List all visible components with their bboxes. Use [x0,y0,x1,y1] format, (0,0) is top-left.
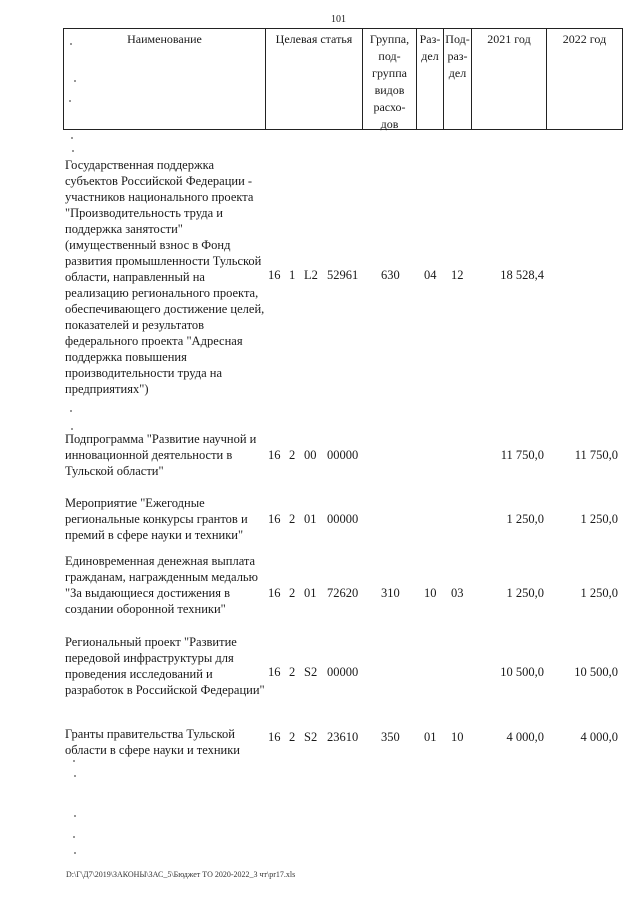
scan-speck [73,760,75,762]
target-code-part: 16 [268,512,281,526]
target-code-part: 01 [304,586,317,600]
target-code-part: 52961 [327,268,359,282]
subsection: 12 [451,268,464,282]
scan-speck [70,410,72,412]
target-code-part: 00000 [327,512,359,526]
subsection: 03 [451,586,464,600]
header-2021: 2021 год [487,32,531,46]
target-code-part: L2 [304,268,318,282]
amount-2021: 1 250,0 [506,586,544,600]
scan-speck [74,80,76,82]
header-bottom-border [63,129,623,130]
target-code-part: 1 [289,268,296,282]
target-code-part: 00000 [327,448,359,462]
target-code-part: 16 [268,665,281,679]
amount-2021: 18 528,4 [500,268,544,282]
header-section: Раз- дел [419,32,441,63]
target-code-part: 00 [304,448,317,462]
section: 01 [424,730,437,744]
amount-2022: 4 000,0 [580,730,618,744]
row-name: Государственная поддержка субъектов Российской Федерации - участников национального проекта "Производительность труда и поддержка занятости" (имущественный взнос в Фонд развития промышленности Тульской области, направленный на реализацию регионального проекта, обеспечивающего достижение целей, показателей и результатов федерального проекта "Адресная поддержка повышения производительности труда на предприятиях") [65,158,265,396]
target-code-part: 2 [289,665,296,679]
scan-speck [74,815,76,817]
target-code-part: 72620 [327,586,359,600]
target-code-part: 16 [268,268,281,282]
col-divider [622,28,623,129]
target-code-part: S2 [304,665,318,679]
file-path-footer: D:\Г\Д7\2019\ЗАКОНЫ\ЗАС_5\Бюджет ТО 2020-2022_3 чт\pr17.xls [66,870,296,879]
row-name: Единовременная денежная выплата гражданам, награжденным медалью "За выдающиеся достижения в создании оборонной техники" [65,554,258,616]
header-target: Целевая статья [275,32,353,46]
scan-speck [69,100,71,102]
scan-speck [71,428,73,430]
target-code-part: 2 [289,586,296,600]
amount-2022: 1 250,0 [580,586,618,600]
scan-speck [74,775,76,777]
amount-2021: 1 250,0 [506,512,544,526]
amount-2021: 11 750,0 [500,448,544,462]
scan-speck [71,137,73,139]
amount-2022: 10 500,0 [574,665,618,679]
scan-speck [72,150,74,152]
scan-speck [74,852,76,854]
row-name: Гранты правительства Тульской области в сфере науки и техники [65,727,240,757]
amount-2022: 1 250,0 [580,512,618,526]
target-code-part: 2 [289,448,296,462]
subsection: 10 [451,730,464,744]
header-name: Наименование [127,32,202,46]
header-group: Группа, под- группа видов расхо- дов [369,32,410,131]
target-code-part: 01 [304,512,317,526]
target-code-part: 23610 [327,730,359,744]
row-name: Мероприятие "Ежегодные региональные конкурсы грантов и премий в сфере науки и техники" [65,496,248,542]
scan-speck [73,836,75,838]
target-code-part: 2 [289,512,296,526]
target-code-part: 2 [289,730,296,744]
header-subsection: Под- раз- дел [445,32,470,80]
amount-2022: 11 750,0 [574,448,618,462]
header-top-border [63,28,623,29]
target-code-part: 16 [268,586,281,600]
expense-group: 310 [381,586,400,600]
target-code-part: S2 [304,730,318,744]
section: 10 [424,586,437,600]
header-2022: 2022 год [562,32,607,46]
expense-group: 350 [381,730,400,744]
row-name: Подпрограмма "Развитие научной и инновационной деятельности в Тульской области" [65,432,257,478]
target-code-part: 16 [268,730,281,744]
scan-speck [70,43,72,45]
target-code-part: 00000 [327,665,359,679]
row-name: Региональный проект "Развитие передовой инфраструктуры для проведения исследований и разработок в Российской Федерации" [65,635,265,697]
amount-2021: 4 000,0 [506,730,544,744]
expense-group: 630 [381,268,400,282]
amount-2021: 10 500,0 [500,665,544,679]
target-code-part: 16 [268,448,281,462]
page-number: 101 [331,14,346,25]
section: 04 [424,268,437,282]
